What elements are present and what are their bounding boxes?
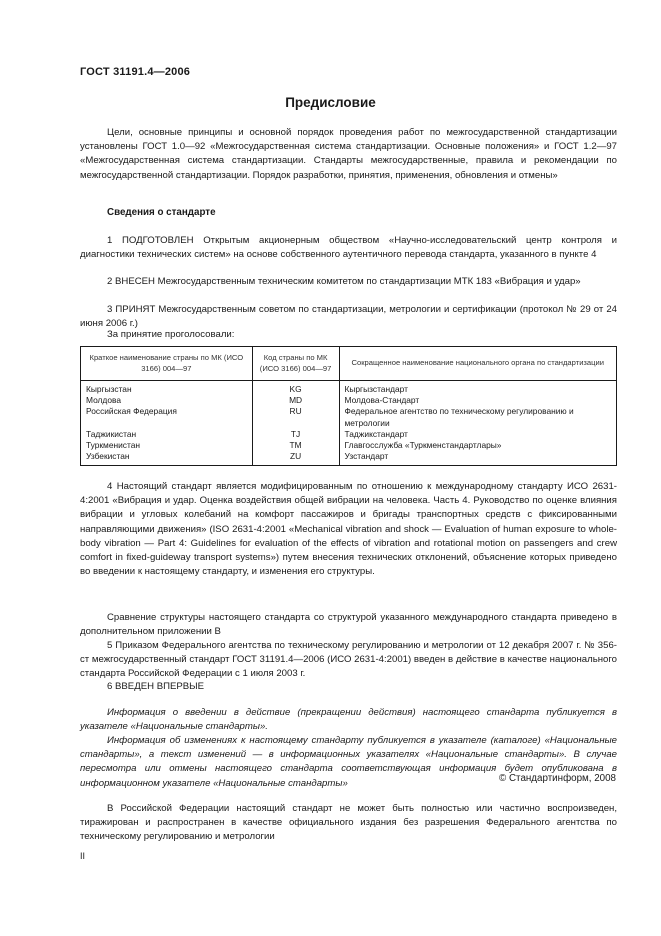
item-5-order: 5 Приказом Федерального агентства по техническому регулированию и метрологии от 12 декабря 2007 г. № 356-ст межгосударственный стандарт ГОСТ 31191.4—2006 (ИСО 2631-4:2001) введен в действие в качестве национального стандарта Российской Федерации с 1 июля 2003 г. [80, 640, 617, 680]
country-cell: Молдова [81, 395, 253, 406]
item-1-prepared: 1 ПОДГОТОВЛЕН Открытым акционерным обществом «Научно-исследовательский центр контроля и диагностики технических систем» на основе собственного аутентичного перевода стандарта, указанного в пункте 4 [80, 235, 617, 261]
vote-label: За принятие проголосовали: [107, 329, 235, 340]
body-cell: Таджикстандарт [339, 429, 617, 440]
body-cell: Главгосслужба «Туркменстандартлары» [339, 440, 617, 451]
notice-introduction: Информация о введении в действие (прекращении действия) настоящего стандарта публикуется в указателе «Национальные стандарты». [80, 707, 617, 733]
country-cell: Кыргызстан [81, 381, 253, 396]
header-code: Код страны по МК (ИСО 3166) 004—97 [252, 347, 339, 381]
country-cell: Российская Федерация [81, 406, 253, 428]
code-cell: RU [252, 406, 339, 428]
item-6-introduced: 6 ВВЕДЕН ВПЕРВЫЕ [107, 681, 205, 692]
body-cell: Молдова-Стандарт [339, 395, 617, 406]
table-row [81, 429, 617, 440]
code-cell: KG [252, 381, 339, 396]
code-cell: MD [252, 395, 339, 406]
item-2-submitted: 2 ВНЕСЕН Межгосударственным техническим комитетом по стандартизации МТК 183 «Вибрация и удар» [107, 276, 581, 287]
page-number: II [80, 851, 86, 861]
table-row [81, 406, 617, 428]
code-cell: TM [252, 440, 339, 451]
body-cell: Кыргызстандарт [339, 381, 617, 396]
page-title: Предисловие [285, 95, 376, 110]
table-row [81, 395, 617, 406]
code-cell: TJ [252, 429, 339, 440]
code-cell: ZU [252, 451, 339, 466]
item-4-comparison: Сравнение структуры настоящего стандарта со структурой указанного международного стандарта приведено в дополнительном приложении В [80, 612, 617, 638]
intro-paragraph: Цели, основные принципы и основной порядок проведения работ по межгосударственной стандартизации установлены ГОСТ 1.0—92 «Межгосударственная система стандартизации. Основные положения» и ГОСТ 1.2—97 «Межгосударственная система стандартизации. Стандарты межгосударственные, правила и рекомендации по межгосударственной стандартизации. Порядок разработки, принятия, применения, обновления и отмены» [80, 127, 617, 181]
country-cell: Узбекистан [81, 451, 253, 466]
notice-changes: Информация об изменениях к настоящему стандарту публикуется в указателе (каталоге) «Национальные стандарты», а текст изменений — в информационных указателях «Национальные стандарты». В случае пересмотра или отмены настоящего стандарта соответствующая информация будет опубликована в информационном указателе «Национальные стандарты» [80, 735, 617, 789]
voting-countries-table [80, 346, 617, 466]
rights-notice: В Российской Федерации настоящий стандарт не может быть полностью или частично воспроизведен, тиражирован и распространен в качестве официального издания без разрешения Федерального агентства по техническому регулированию и метрологии [80, 803, 617, 843]
item-3-adopted: 3 ПРИНЯТ Межгосударственным советом по стандартизации, метрологии и сертификации (протокол № 29 от 24 июня 2006 г.) [80, 304, 617, 330]
item-4-modification: 4 Настоящий стандарт является модифицированным по отношению к международному стандарту ИСО 2631-4:2001 «Вибрация и удар. Оценка воздействия общей вибрации на человека. Часть 4. Руководство по оценке влияния вибрации и угловых колебаний на комфорт пассажиров и бригады транспортных средств с фиксированными направляющими движения» (ISO 2631-4:2001 «Mechanical vibration and shock — Evaluation of human exposure to whole-body vibration — Part 4: Guidelines for evaluation of the effects of vibration and rotational motion on passengers and crew comfort in fixed-guideway transport systems») путем внесения технических отклонений, объяснение которых приведено во введении к настоящему стандарту, и изменения его структуры. [80, 481, 617, 578]
table-row [81, 381, 617, 396]
header-country: Краткое наименование страны по МК (ИСО 3166) 004—97 [81, 347, 253, 381]
header-body: Сокращенное наименование национального органа по стандартизации [339, 347, 617, 381]
body-cell: Федеральное агентство по техническому регулированию и метрологии [339, 406, 617, 428]
country-cell: Таджикистан [81, 429, 253, 440]
copyright: © Стандартинформ, 2008 [499, 773, 616, 784]
body-cell: Узстандарт [339, 451, 617, 466]
standard-designation: ГОСТ 31191.4—2006 [80, 66, 191, 78]
table-header-row [81, 347, 617, 381]
country-cell: Туркменистан [81, 440, 253, 451]
table-row [81, 451, 617, 466]
table-row [81, 440, 617, 451]
info-heading: Сведения о стандарте [107, 207, 216, 218]
